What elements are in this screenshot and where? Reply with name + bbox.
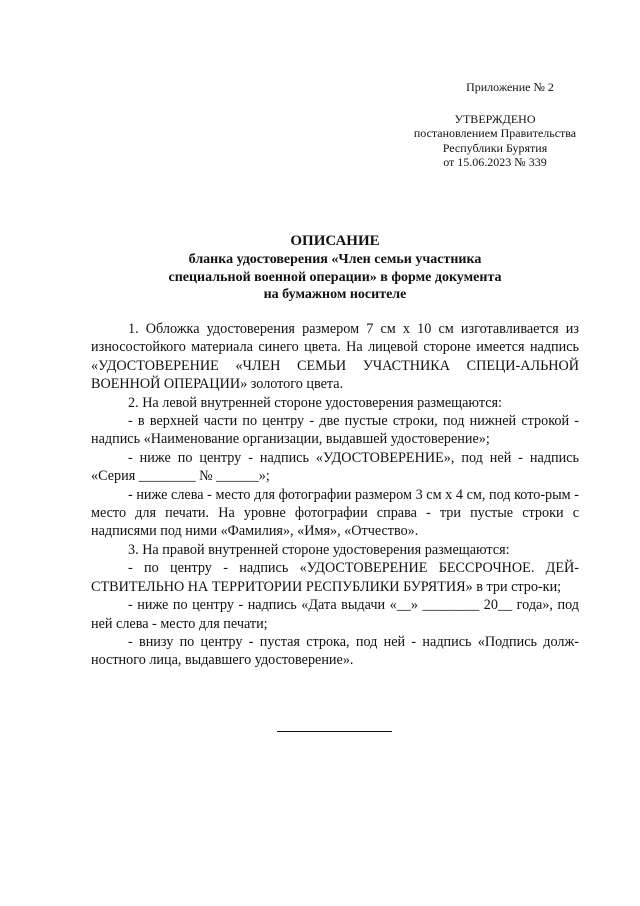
closing-divider: [277, 731, 392, 732]
title-line-1: бланка удостоверения «Член семьи участника: [188, 251, 482, 267]
paragraph: - ниже по центру - надпись «УДОСТОВЕРЕНИЕ», под ней - надпись «Серия ________ № ______»;: [91, 449, 579, 485]
approval-line-2: Республики Бурятия: [442, 140, 548, 155]
title-line-3: на бумажном носителе: [263, 287, 407, 303]
annex-label: Приложение № 2: [466, 80, 554, 94]
title-heading: ОПИСАНИЕ: [290, 233, 380, 249]
approval-block: [395, 80, 595, 170]
paragraph: - внизу по центру - пустая строка, под ней - надпись «Подпись долж-ностного лица, выдавшего удостоверение».: [91, 633, 579, 669]
paragraph: - в верхней части по центру - две пустые строки, под нижней строкой - надпись «Наименование организации, выдавшей удостоверение»;: [91, 413, 579, 448]
document-body: [91, 320, 579, 670]
approval-line-3: от 15.06.2023 № 339: [443, 155, 547, 170]
approval-line-1: постановлением Правительства: [413, 126, 577, 141]
paragraph: 1. Обложка удостоверения размером 7 см х 10 см изготавливается из износостойкого материала синего цвета. На лицевой стороне имеется надпись «УДОСТОВЕРЕНИЕ «ЧЛЕН СЕМЬИ УЧАСТНИКА СПЕЦИ-АЛЬНОЙ ВОЕННОЙ ОПЕРАЦИИ» золотого цвета.: [91, 321, 579, 393]
document-title: [90, 233, 580, 304]
paragraph: - ниже по центру - надпись «Дата выдачи «__» ________ 20__ года», под ней слева - место для печати;: [91, 597, 579, 632]
approved-label: УТВЕРЖДЕНО: [454, 111, 536, 126]
paragraph: - по центру - надпись «УДОСТОВЕРЕНИЕ БЕССРОЧНОЕ. ДЕЙ-СТВИТЕЛЬНО НА ТЕРРИТОРИИ РЕСПУБЛИКИ БУРЯТИЯ» в три стро-ки;: [91, 560, 579, 595]
paragraph: 2. На левой внутренней стороне удостоверения размещаются:: [128, 394, 502, 411]
title-line-2: специальной военной операции» в форме документа: [168, 269, 502, 285]
paragraph: - ниже слева - место для фотографии размером 3 см х 4 см, под кото-рым - место для печати. На уровне фотографии справа - три пустые строки с надписями под ними «Фамилия», «Имя», «Отчество».: [91, 486, 579, 540]
paragraph: 3. На правой внутренней стороне удостоверения размещаются:: [128, 541, 510, 558]
